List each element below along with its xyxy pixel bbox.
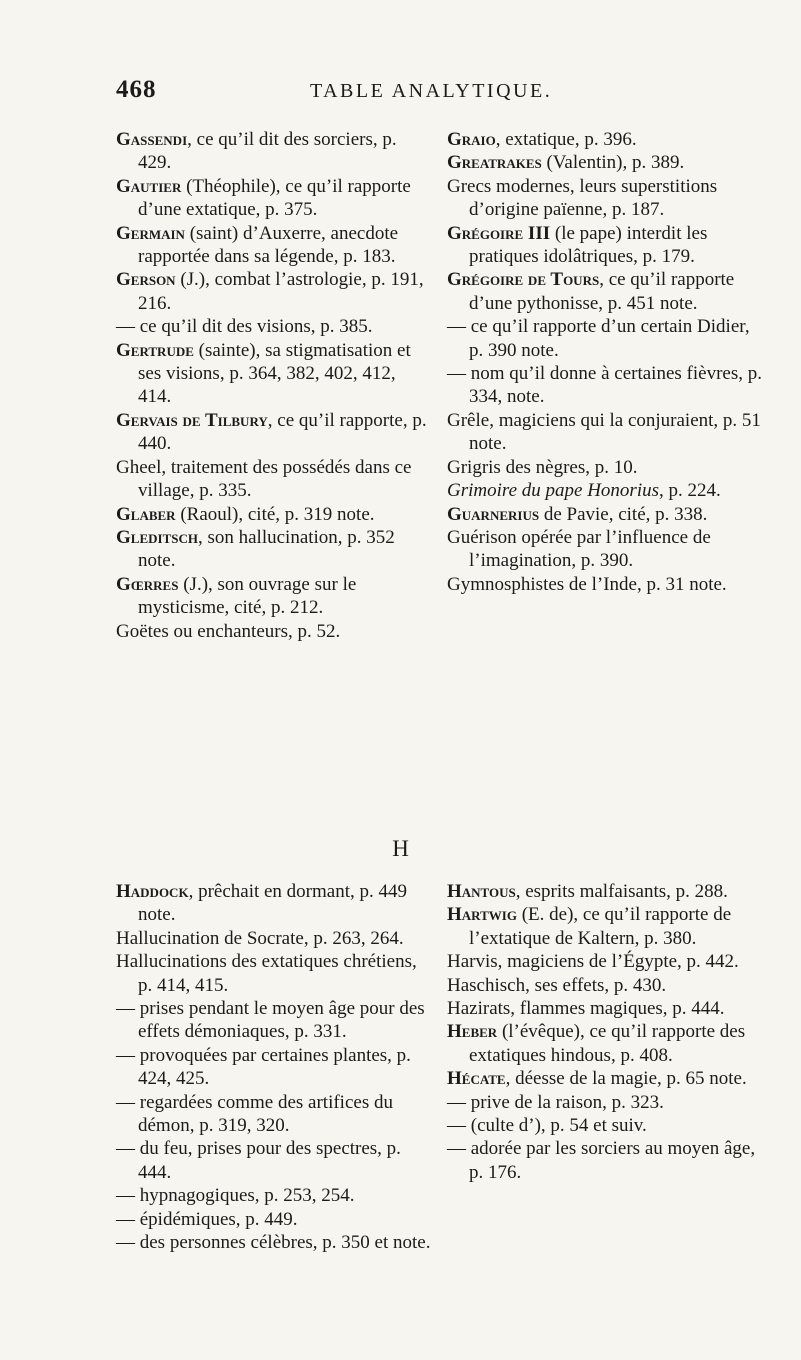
entry-text: (Théophile), ce qu’il rapporte d’une extatique, p. 375. bbox=[138, 175, 411, 221]
index-entry bbox=[116, 1137, 431, 1184]
entry-headword: Gertrude bbox=[116, 339, 194, 361]
entry-text: Grigris des nègres, p. 10. bbox=[447, 456, 638, 478]
entry-title-italic: Grimoire du pape Honorius bbox=[447, 480, 659, 502]
entry-headword: Gerson bbox=[116, 269, 176, 291]
entry-text: , esprits malfaisants, p. 288. bbox=[515, 881, 728, 902]
page-number: 468 bbox=[116, 76, 157, 103]
entry-headword: Heber bbox=[447, 1021, 498, 1043]
page-header bbox=[116, 76, 756, 106]
entry-text: Harvis, magiciens de l’Égypte, p. 442. bbox=[447, 951, 739, 973]
entry-text: (saint) d’Auxerre, anecdote rapportée dans sa légende, p. 183. bbox=[138, 222, 399, 268]
index-entry bbox=[447, 128, 762, 151]
entry-text: (J.), son ouvrage sur le mysticisme, cité, p. 212. bbox=[138, 573, 357, 619]
entry-text: (J.), combat l’astrologie, p. 191, 216. bbox=[138, 269, 424, 314]
index-entry bbox=[447, 268, 762, 315]
index-entry bbox=[447, 315, 762, 362]
index-entry bbox=[116, 880, 431, 927]
entry-headword: Grégoire III bbox=[447, 222, 551, 244]
running-head: TABLE ANALYTIQUE. bbox=[310, 80, 553, 102]
index-column-right-g bbox=[447, 128, 762, 596]
index-entry bbox=[447, 456, 762, 479]
index-entry bbox=[447, 1114, 762, 1137]
entry-headword: Gassendi bbox=[116, 129, 188, 150]
entry-text: , p. 224. bbox=[659, 480, 721, 502]
entry-text: Goëtes ou enchanteurs, p. 52. bbox=[116, 620, 341, 642]
entry-headword: Gautier bbox=[116, 175, 182, 197]
entry-headword: Hantous bbox=[447, 881, 516, 902]
index-entry bbox=[116, 175, 431, 222]
entry-text: de Pavie, cité, p. 338. bbox=[539, 503, 708, 525]
entry-headword: Graio bbox=[447, 129, 496, 150]
entry-text: , son hallucination, p. 352 note. bbox=[138, 526, 395, 572]
entry-text: — nom qu’il donne à certaines fièvres, p. 334, note. bbox=[447, 363, 762, 408]
index-entry bbox=[116, 526, 431, 573]
index-entry bbox=[116, 1091, 431, 1138]
entry-headword: Guarnerius bbox=[447, 503, 540, 525]
entry-text: — (culte d’), p. 54 et suiv. bbox=[447, 1115, 647, 1137]
entry-text: Grecs modernes, leurs superstitions d’origine païenne, p. 187. bbox=[447, 175, 718, 221]
index-entry bbox=[447, 362, 762, 409]
entry-headword: Gervais de Tilbury bbox=[116, 409, 268, 431]
entry-text: Hallucinations des extatiques chrétiens, p. 414, 415. bbox=[116, 951, 417, 996]
index-entry bbox=[116, 1208, 431, 1231]
index-entry bbox=[116, 620, 431, 643]
index-entry bbox=[116, 1231, 431, 1254]
entry-text: Haschisch, ses effets, p. 430. bbox=[447, 974, 667, 996]
index-column-left-h bbox=[116, 880, 431, 1255]
index-entry bbox=[447, 409, 762, 456]
entry-text: — prises pendant le moyen âge pour des effets démoniaques, p. 331. bbox=[116, 998, 425, 1043]
entry-text: Gheel, traitement des possédés dans ce village, p. 335. bbox=[116, 456, 412, 502]
entry-text: , prêchait en dormant, p. 449 note. bbox=[138, 881, 407, 926]
index-entry bbox=[447, 997, 762, 1020]
section-letter: H bbox=[392, 836, 409, 861]
entry-text: (sainte), sa stigmatisation et ses visions, p. 364, 382, 402, 412, 414. bbox=[138, 339, 411, 408]
index-entry bbox=[116, 409, 431, 456]
entry-text: — provoquées par certaines plantes, p. 424, 425. bbox=[116, 1044, 411, 1090]
entry-headword: Glaber bbox=[116, 503, 176, 525]
index-column-left-g bbox=[116, 128, 431, 643]
entry-text: Guérison opérée par l’influence de l’imagination, p. 390. bbox=[447, 526, 711, 572]
index-entry bbox=[116, 339, 431, 409]
entry-text: (l’évêque), ce qu’il rapporte des extatiques hindous, p. 408. bbox=[469, 1021, 746, 1066]
index-entry bbox=[116, 997, 431, 1044]
index-entry bbox=[447, 222, 762, 269]
index-entry bbox=[447, 950, 762, 973]
index-entry bbox=[447, 503, 762, 526]
index-entry bbox=[447, 1020, 762, 1067]
entry-headword: Germain bbox=[116, 222, 185, 244]
entry-headword: Grégoire de Tours bbox=[447, 269, 600, 291]
entry-text: (Valentin), p. 389. bbox=[541, 152, 685, 174]
entry-headword: Gœrres bbox=[116, 573, 179, 595]
index-entry bbox=[116, 222, 431, 269]
index-entry bbox=[116, 128, 431, 175]
entry-text: , ce qu’il dit des sorciers, p. 429. bbox=[138, 129, 397, 174]
entry-text: Hazirats, flammes magiques, p. 444. bbox=[447, 998, 725, 1020]
index-entry bbox=[116, 268, 431, 315]
entry-text: (E. de), ce qu’il rapporte de l’extatique de Kaltern, p. 380. bbox=[469, 904, 732, 949]
index-entry bbox=[116, 573, 431, 620]
index-entry bbox=[447, 1091, 762, 1114]
entry-text: — ce qu’il rapporte d’un certain Didier, p. 390 note. bbox=[447, 316, 750, 361]
entry-headword: Hécate bbox=[447, 1068, 506, 1090]
entry-text: (le pape) interdit les pratiques idolâtriques, p. 179. bbox=[469, 222, 708, 268]
entry-headword: Gleditsch bbox=[116, 526, 198, 548]
index-entry bbox=[447, 151, 762, 174]
index-column-right-h bbox=[447, 880, 762, 1184]
index-entry bbox=[447, 1067, 762, 1090]
index-entry bbox=[116, 1044, 431, 1091]
entry-text: Grêle, magiciens qui la conjuraient, p. 51 note. bbox=[447, 409, 761, 455]
index-entry bbox=[116, 456, 431, 503]
entry-text: (Raoul), cité, p. 319 note. bbox=[175, 503, 375, 525]
index-entry bbox=[447, 880, 762, 903]
index-entry bbox=[447, 903, 762, 950]
entry-text: — du feu, prises pour des spectres, p. 444. bbox=[116, 1138, 401, 1183]
index-entry bbox=[447, 1137, 762, 1184]
index-entry bbox=[447, 526, 762, 573]
index-entry bbox=[447, 175, 762, 222]
entry-text: — épidémiques, p. 449. bbox=[116, 1208, 298, 1230]
entry-headword: Greatrakes bbox=[447, 152, 542, 174]
entry-headword: Hartwig bbox=[447, 904, 517, 926]
entry-text: Gymnosphistes de l’Inde, p. 31 note. bbox=[447, 573, 727, 595]
entry-headword: Haddock bbox=[116, 881, 189, 902]
index-entry bbox=[447, 573, 762, 596]
entry-text: , ce qu’il rapporte, p. 440. bbox=[138, 409, 427, 455]
entry-text: — hypnagogiques, p. 253, 254. bbox=[116, 1185, 355, 1207]
index-entry bbox=[447, 479, 762, 502]
entry-text: Hallucination de Socrate, p. 263, 264. bbox=[116, 927, 404, 949]
entry-text: , ce qu’il rapporte d’une pythonisse, p. 451 note. bbox=[469, 269, 735, 314]
index-entry bbox=[116, 950, 431, 997]
entry-text: — prive de la raison, p. 323. bbox=[447, 1091, 664, 1113]
entry-text: , extatique, p. 396. bbox=[495, 129, 637, 150]
entry-text: — regardées comme des artifices du démon, p. 319, 320. bbox=[116, 1091, 393, 1137]
index-entry bbox=[447, 974, 762, 997]
entry-text: — adorée par les sorciers au moyen âge, p. 176. bbox=[447, 1138, 756, 1183]
index-entry bbox=[116, 315, 431, 338]
index-entry bbox=[116, 1184, 431, 1207]
index-entry bbox=[116, 927, 431, 950]
entry-text: — des personnes célèbres, p. 350 et note. bbox=[116, 1232, 431, 1254]
entry-text: , déesse de la magie, p. 65 note. bbox=[505, 1068, 747, 1090]
entry-text: — ce qu’il dit des visions, p. 385. bbox=[116, 316, 373, 338]
index-entry bbox=[116, 503, 431, 526]
